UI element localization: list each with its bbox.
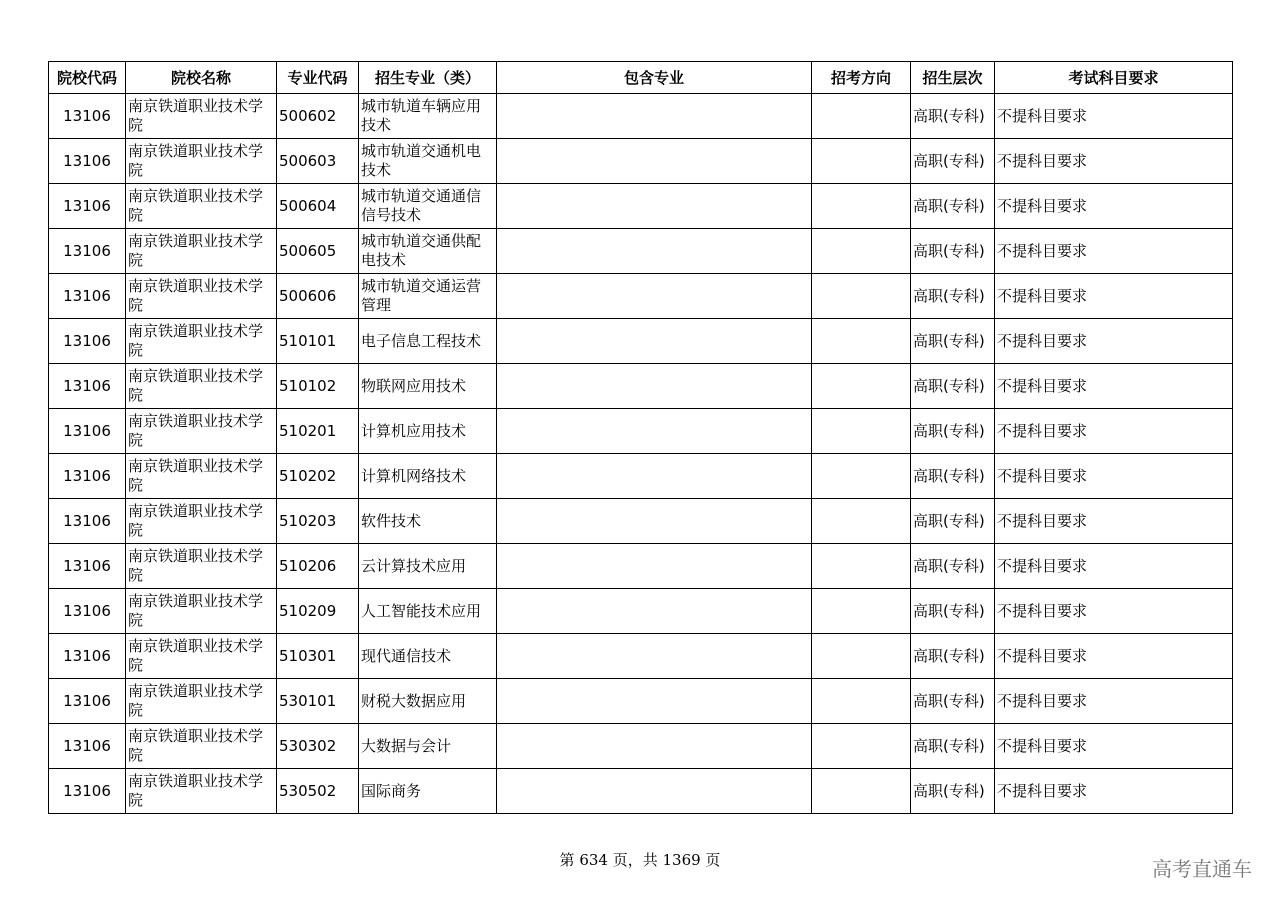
- major-code-cell: 510203: [277, 499, 359, 544]
- school-name-cell: 南京铁道职业技术学院: [126, 139, 277, 184]
- level-cell: 高职(专科): [911, 679, 995, 724]
- major-code-cell: 510201: [277, 409, 359, 454]
- included-majors-cell: [497, 229, 812, 274]
- subject-requirement-cell: 不提科目要求: [995, 679, 1233, 724]
- table-row: [49, 229, 1233, 274]
- included-majors-cell: [497, 184, 812, 229]
- direction-cell: [812, 94, 911, 139]
- included-majors-cell: [497, 589, 812, 634]
- school-code-cell: 13106: [49, 634, 126, 679]
- school-code-cell: 13106: [49, 364, 126, 409]
- direction-cell: [812, 229, 911, 274]
- level-cell: 高职(专科): [911, 319, 995, 364]
- school-code-cell: 13106: [49, 139, 126, 184]
- major-code-cell: 510102: [277, 364, 359, 409]
- major-cell: 城市轨道交通运营管理: [359, 274, 497, 319]
- header-included-majors: 包含专业: [497, 62, 812, 94]
- direction-cell: [812, 454, 911, 499]
- major-cell: 物联网应用技术: [359, 364, 497, 409]
- major-code-cell: 510206: [277, 544, 359, 589]
- admissions-table: [48, 61, 1233, 814]
- header-school-code: 院校代码: [49, 62, 126, 94]
- included-majors-cell: [497, 319, 812, 364]
- included-majors-cell: [497, 544, 812, 589]
- major-cell: 大数据与会计: [359, 724, 497, 769]
- direction-cell: [812, 724, 911, 769]
- subject-requirement-cell: 不提科目要求: [995, 499, 1233, 544]
- page-number: 第 634 页，共 1369 页: [559, 851, 721, 869]
- level-cell: 高职(专科): [911, 589, 995, 634]
- table-row: [49, 94, 1233, 139]
- level-cell: 高职(专科): [911, 229, 995, 274]
- major-code-cell: 500604: [277, 184, 359, 229]
- level-cell: 高职(专科): [911, 544, 995, 589]
- major-code-cell: 500605: [277, 229, 359, 274]
- header-major-code: 专业代码: [277, 62, 359, 94]
- table-row: [49, 274, 1233, 319]
- school-name-cell: 南京铁道职业技术学院: [126, 364, 277, 409]
- direction-cell: [812, 274, 911, 319]
- table-row: [49, 139, 1233, 184]
- major-code-cell: 530502: [277, 769, 359, 814]
- major-cell: 城市轨道交通机电技术: [359, 139, 497, 184]
- school-code-cell: 13106: [49, 454, 126, 499]
- subject-requirement-cell: 不提科目要求: [995, 544, 1233, 589]
- level-cell: 高职(专科): [911, 769, 995, 814]
- major-code-cell: 510101: [277, 319, 359, 364]
- included-majors-cell: [497, 499, 812, 544]
- header-level: 招生层次: [911, 62, 995, 94]
- level-cell: 高职(专科): [911, 139, 995, 184]
- table-row: [49, 454, 1233, 499]
- major-code-cell: 510209: [277, 589, 359, 634]
- school-code-cell: 13106: [49, 544, 126, 589]
- subject-requirement-cell: 不提科目要求: [995, 274, 1233, 319]
- table-row: [49, 319, 1233, 364]
- subject-requirement-cell: 不提科目要求: [995, 454, 1233, 499]
- school-name-cell: 南京铁道职业技术学院: [126, 724, 277, 769]
- included-majors-cell: [497, 274, 812, 319]
- major-cell: 人工智能技术应用: [359, 589, 497, 634]
- school-code-cell: 13106: [49, 94, 126, 139]
- table-row: [49, 634, 1233, 679]
- included-majors-cell: [497, 724, 812, 769]
- school-name-cell: 南京铁道职业技术学院: [126, 679, 277, 724]
- table-row: [49, 409, 1233, 454]
- subject-requirement-cell: 不提科目要求: [995, 769, 1233, 814]
- school-code-cell: 13106: [49, 499, 126, 544]
- major-cell: 城市轨道交通供配电技术: [359, 229, 497, 274]
- subject-requirement-cell: 不提科目要求: [995, 229, 1233, 274]
- school-code-cell: 13106: [49, 679, 126, 724]
- table-row: [49, 499, 1233, 544]
- header-direction: 招考方向: [812, 62, 911, 94]
- school-name-cell: 南京铁道职业技术学院: [126, 454, 277, 499]
- direction-cell: [812, 634, 911, 679]
- table-row: [49, 679, 1233, 724]
- major-cell: 软件技术: [359, 499, 497, 544]
- table-row: [49, 544, 1233, 589]
- direction-cell: [812, 589, 911, 634]
- included-majors-cell: [497, 94, 812, 139]
- included-majors-cell: [497, 634, 812, 679]
- header-major: 招生专业（类）: [359, 62, 497, 94]
- major-code-cell: 530101: [277, 679, 359, 724]
- direction-cell: [812, 679, 911, 724]
- school-name-cell: 南京铁道职业技术学院: [126, 274, 277, 319]
- school-name-cell: 南京铁道职业技术学院: [126, 184, 277, 229]
- major-cell: 云计算技术应用: [359, 544, 497, 589]
- major-code-cell: 510202: [277, 454, 359, 499]
- school-name-cell: 南京铁道职业技术学院: [126, 94, 277, 139]
- included-majors-cell: [497, 139, 812, 184]
- school-code-cell: 13106: [49, 274, 126, 319]
- school-name-cell: 南京铁道职业技术学院: [126, 589, 277, 634]
- header-school-name: 院校名称: [126, 62, 277, 94]
- direction-cell: [812, 409, 911, 454]
- major-cell: 城市轨道车辆应用技术: [359, 94, 497, 139]
- major-cell: 国际商务: [359, 769, 497, 814]
- major-code-cell: 500602: [277, 94, 359, 139]
- major-code-cell: 500606: [277, 274, 359, 319]
- direction-cell: [812, 769, 911, 814]
- direction-cell: [812, 319, 911, 364]
- table-row: [49, 724, 1233, 769]
- level-cell: 高职(专科): [911, 724, 995, 769]
- major-cell: 城市轨道交通通信信号技术: [359, 184, 497, 229]
- subject-requirement-cell: 不提科目要求: [995, 589, 1233, 634]
- header-row: [49, 62, 1233, 94]
- school-code-cell: 13106: [49, 409, 126, 454]
- level-cell: 高职(专科): [911, 409, 995, 454]
- school-code-cell: 13106: [49, 319, 126, 364]
- school-name-cell: 南京铁道职业技术学院: [126, 229, 277, 274]
- level-cell: 高职(专科): [911, 364, 995, 409]
- school-name-cell: 南京铁道职业技术学院: [126, 634, 277, 679]
- table-row: [49, 364, 1233, 409]
- level-cell: 高职(专科): [911, 274, 995, 319]
- school-name-cell: 南京铁道职业技术学院: [126, 499, 277, 544]
- subject-requirement-cell: 不提科目要求: [995, 634, 1233, 679]
- subject-requirement-cell: 不提科目要求: [995, 94, 1233, 139]
- table-body: [49, 94, 1233, 814]
- direction-cell: [812, 364, 911, 409]
- school-name-cell: 南京铁道职业技术学院: [126, 544, 277, 589]
- table-row: [49, 769, 1233, 814]
- subject-requirement-cell: 不提科目要求: [995, 409, 1233, 454]
- table-row: [49, 184, 1233, 229]
- direction-cell: [812, 139, 911, 184]
- included-majors-cell: [497, 769, 812, 814]
- major-cell: 财税大数据应用: [359, 679, 497, 724]
- level-cell: 高职(专科): [911, 454, 995, 499]
- subject-requirement-cell: 不提科目要求: [995, 724, 1233, 769]
- school-code-cell: 13106: [49, 724, 126, 769]
- school-name-cell: 南京铁道职业技术学院: [126, 409, 277, 454]
- direction-cell: [812, 499, 911, 544]
- major-cell: 计算机应用技术: [359, 409, 497, 454]
- school-code-cell: 13106: [49, 589, 126, 634]
- included-majors-cell: [497, 409, 812, 454]
- direction-cell: [812, 544, 911, 589]
- header-subject-requirement: 考试科目要求: [995, 62, 1233, 94]
- watermark-text: 高考直通车: [1152, 857, 1252, 881]
- included-majors-cell: [497, 364, 812, 409]
- included-majors-cell: [497, 679, 812, 724]
- school-name-cell: 南京铁道职业技术学院: [126, 319, 277, 364]
- subject-requirement-cell: 不提科目要求: [995, 319, 1233, 364]
- level-cell: 高职(专科): [911, 94, 995, 139]
- school-name-cell: 南京铁道职业技术学院: [126, 769, 277, 814]
- school-code-cell: 13106: [49, 769, 126, 814]
- table-row: [49, 589, 1233, 634]
- major-cell: 电子信息工程技术: [359, 319, 497, 364]
- major-code-cell: 530302: [277, 724, 359, 769]
- major-code-cell: 500603: [277, 139, 359, 184]
- major-cell: 计算机网络技术: [359, 454, 497, 499]
- subject-requirement-cell: 不提科目要求: [995, 139, 1233, 184]
- major-code-cell: 510301: [277, 634, 359, 679]
- major-cell: 现代通信技术: [359, 634, 497, 679]
- school-code-cell: 13106: [49, 184, 126, 229]
- included-majors-cell: [497, 454, 812, 499]
- subject-requirement-cell: 不提科目要求: [995, 184, 1233, 229]
- school-code-cell: 13106: [49, 229, 126, 274]
- direction-cell: [812, 184, 911, 229]
- level-cell: 高职(专科): [911, 634, 995, 679]
- level-cell: 高职(专科): [911, 499, 995, 544]
- level-cell: 高职(专科): [911, 184, 995, 229]
- subject-requirement-cell: 不提科目要求: [995, 364, 1233, 409]
